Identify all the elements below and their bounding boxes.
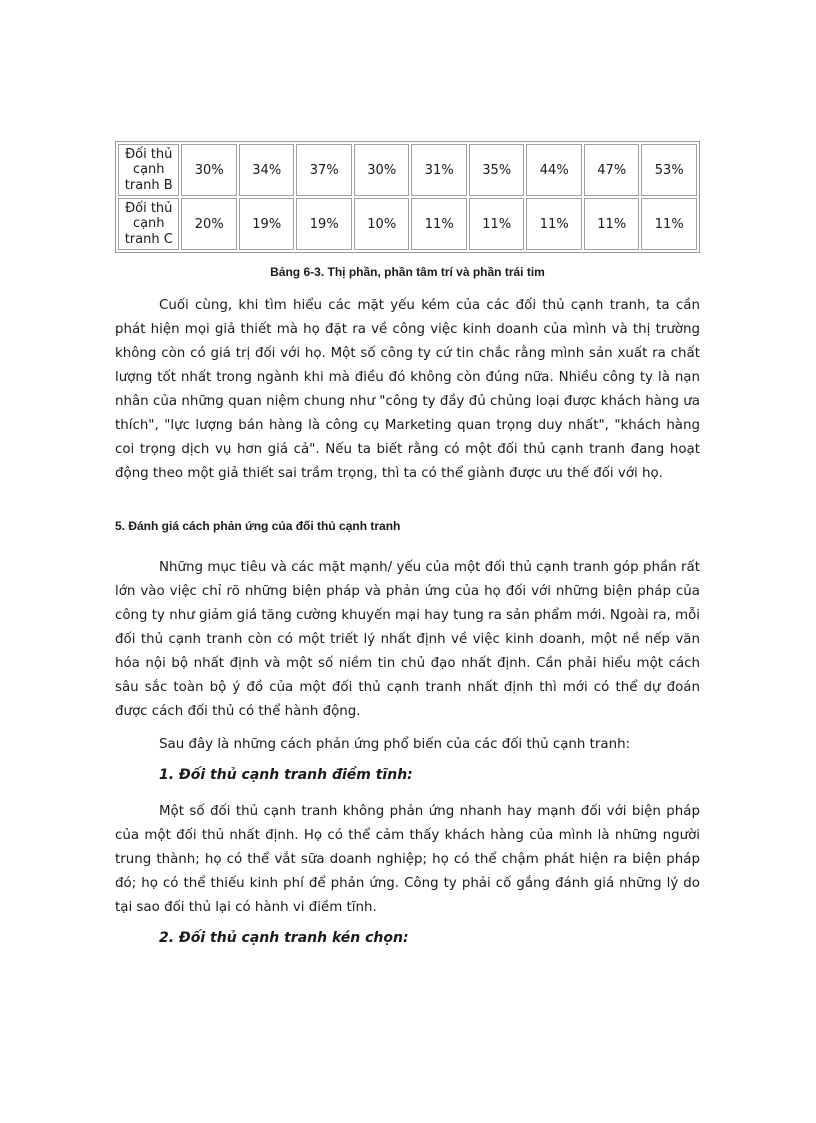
table-cell: 35%	[469, 144, 525, 196]
table-cell: 19%	[239, 198, 295, 250]
paragraph: Những mục tiêu và các mặt mạnh/ yếu của một đối thủ cạnh tranh góp phần rất lớn vào việc chỉ rõ những biện pháp và phản ứng của họ đối với những biện pháp của công ty như giảm giá tăng cường khuyến mại hay tung ra sản phẩm mới. Ngoài ra, mỗi đối thủ cạnh tranh còn có một triết lý nhất định về việc kinh doanh, một nề nếp văn hóa nội bộ nhất định và một số niềm tin chủ đạo nhất định. Cần phải hiểu một cách sâu sắc toàn bộ ý đồ của một đối thủ cạnh tranh nhất định thì mới có thể dự đoán được cách đối thủ có thể hành động.	[115, 560, 700, 719]
row-label-line: cạnh	[132, 162, 165, 178]
row-label-line: Đối thủ	[125, 146, 173, 162]
table-cell: 20%	[181, 198, 237, 250]
paragraph: Một số đối thủ cạnh tranh không phản ứng nhanh hay mạnh đối với biện pháp của một đối thủ nhất định. Họ có thể cảm thấy khách hàng của mình là những người trung thành; họ có thể vắt sữa doanh nghiệp; họ có thể chậm phát hiện ra biện pháp đó; họ có thể thiếu kinh phí để phản ứng. Công ty phải cố gắng đánh giá những lý do tại sao đối thủ lại có hành vi điềm tĩnh.	[115, 804, 700, 915]
market-share-table	[115, 141, 700, 253]
section-heading: 5. Đánh giá cách phản ứng của đối thủ cạnh tranh	[115, 519, 401, 533]
table-cell: 11%	[584, 198, 640, 250]
table-cell: 37%	[296, 144, 352, 196]
row-label	[118, 144, 179, 196]
table-cell: 10%	[354, 198, 410, 250]
row-label-line: Đối thủ	[125, 200, 173, 216]
table-cell: 11%	[411, 198, 467, 250]
row-label	[118, 198, 179, 250]
subheading: 2. Đối thủ cạnh tranh kén chọn:	[159, 930, 409, 946]
table-row	[118, 144, 697, 196]
table-cell: 11%	[641, 198, 697, 250]
table-cell: 31%	[411, 144, 467, 196]
table-cell: 11%	[526, 198, 582, 250]
table-cell: 11%	[469, 198, 525, 250]
table-caption: Bảng 6-3. Thị phần, phần tâm trí và phần trái tim	[270, 265, 545, 279]
table-cell: 34%	[239, 144, 295, 196]
row-label-line: tranh C	[124, 231, 173, 247]
table-cell: 44%	[526, 144, 582, 196]
table-cell: 53%	[641, 144, 697, 196]
row-label-line: cạnh	[132, 216, 165, 232]
table-cell: 47%	[584, 144, 640, 196]
paragraph: Cuối cùng, khi tìm hiểu các mặt yếu kém của các đối thủ cạnh tranh, ta cần phát hiện mọi giả thiết mà họ đặt ra về công việc kinh doanh của mình và thị trường không còn có giá trị đối với họ. Một số công ty cứ tin chắc rằng mình sản xuất ra chất lượng tốt nhất trong ngành khi mà điều đó không còn đúng nữa. Nhiều công ty là nạn nhân của những quan niệm chung như "công ty đầy đủ chủng loại được khách hàng ưa thích", "lực lượng bán hàng là công cụ Marketing quan trọng duy nhất", "khách hàng coi trọng dịch vụ hơn giá cả". Nếu ta biết rằng có một đối thủ cạnh tranh đang hoạt động theo một giả thiết sai trầm trọng, thì ta có thể giành được ưu thế đối với họ.	[115, 298, 700, 481]
table-cell: 30%	[354, 144, 410, 196]
subheading: 1. Đối thủ cạnh tranh điềm tĩnh:	[159, 767, 413, 783]
paragraph: Sau đây là những cách phản ứng phổ biến của các đối thủ cạnh tranh:	[159, 737, 631, 752]
table-cell: 30%	[181, 144, 237, 196]
table-row	[118, 198, 697, 250]
table-cell: 19%	[296, 198, 352, 250]
row-label-line: tranh B	[124, 177, 173, 193]
